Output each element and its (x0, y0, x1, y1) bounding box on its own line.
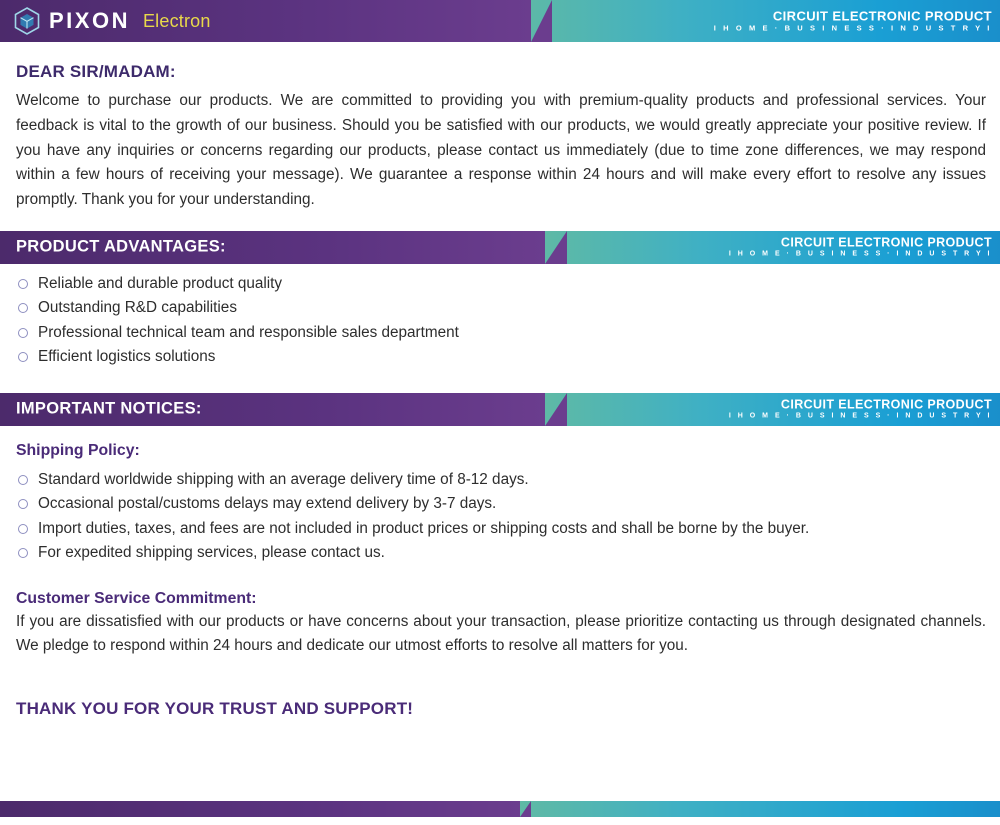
brand-name: PIXON (49, 8, 130, 33)
shipping-policy-list (14, 468, 986, 566)
tagline-main: CIRCUIT ELECTRONIC PRODUCT (772, 8, 992, 24)
brand-subname: Electron (142, 10, 211, 31)
list-item-label: Professional technical team and responsible sales department (38, 323, 459, 341)
hexagon-cube-icon (14, 7, 40, 35)
bullet-ring-icon (18, 328, 28, 338)
bullet-ring-icon (18, 352, 28, 362)
header-brand-block (0, 0, 531, 42)
tagline-sub: I H O M E · B U S I N E S S · I N D U S T R Y I (728, 250, 992, 258)
customer-service-paragraph: If you are dissatisfied with our products or have concerns about your transaction, please prioritize contacting us through designated channels. We pledge to respond within 24 hours and dedicate our utmost efforts to resolve all matters for you. (16, 612, 986, 655)
bullet-ring-icon (18, 524, 28, 534)
customer-service-heading: Customer Service Commitment: (16, 589, 257, 607)
section-title: IMPORTANT NOTICES: (16, 399, 202, 418)
list-item-label: Outstanding R&D capabilities (38, 299, 237, 317)
tagline-main: CIRCUIT ELECTRONIC PRODUCT (780, 397, 992, 412)
shipping-policy-heading: Shipping Policy: (16, 441, 140, 459)
section-title: PRODUCT ADVANTAGES: (16, 237, 226, 256)
section-tagline (729, 237, 992, 258)
bullet-ring-icon (18, 279, 28, 289)
section-tagline (729, 398, 992, 419)
brand-logo (14, 7, 531, 35)
list-item (18, 345, 986, 369)
footer-purple-block (0, 801, 520, 817)
tagline-sub: I H O M E · B U S I N E S S · I N D U S T R Y I (713, 23, 992, 33)
bullet-ring-icon (18, 303, 28, 313)
list-item-label: For expedited shipping services, please contact us. (38, 544, 385, 562)
header-tagline (714, 10, 992, 33)
tagline-main: CIRCUIT ELECTRONIC PRODUCT (780, 235, 992, 250)
product-advantages-list (14, 272, 986, 370)
list-item-label: Occasional postal/customs delays may extend delivery by 3-7 days. (38, 495, 497, 513)
list-item (18, 468, 986, 492)
page-footer-band (0, 801, 1000, 817)
section-bar-product-advantages (0, 231, 1000, 264)
page-header-banner (0, 0, 1000, 42)
list-item-label: Import duties, taxes, and fees are not included in product prices or shipping costs and shall be borne by the buyer. (38, 519, 810, 537)
list-item-label: Standard worldwide shipping with an average delivery time of 8-12 days. (38, 470, 529, 488)
closing-statement: THANK YOU FOR YOUR TRUST AND SUPPORT! (16, 699, 414, 719)
list-item (18, 272, 986, 296)
greeting-heading: DEAR SIR/MADAM: (16, 62, 176, 81)
list-item (18, 517, 986, 541)
important-notices-content (0, 442, 1000, 719)
intro-paragraph: Welcome to purchase our products. We are committed to providing you with premium-quality products and professional services. Your feedback is vital to the growth of our business. Should you be satisfied with our products, we would greatly appreciate your positive review. If you have any inquiries or concerns regarding our products, please contact us immediately (due to time zone differences, we may respond within a few hours of receiving your message). We guarantee a response within 24 hours and will make every effort to resolve any issues promptly. Thank you for your understanding. (16, 92, 986, 209)
product-advantages-content (0, 272, 1000, 370)
list-item (18, 492, 986, 516)
list-item-label: Reliable and durable product quality (38, 274, 283, 292)
document-content (0, 62, 1000, 213)
list-item-label: Efficient logistics solutions (38, 348, 216, 366)
list-item (18, 296, 986, 320)
section-bar-important-notices (0, 393, 1000, 426)
list-item (18, 321, 986, 345)
bullet-ring-icon (18, 548, 28, 558)
list-item (18, 541, 986, 565)
bullet-ring-icon (18, 475, 28, 485)
bullet-ring-icon (18, 499, 28, 509)
tagline-sub: I H O M E · B U S I N E S S · I N D U S T R Y I (728, 412, 992, 420)
